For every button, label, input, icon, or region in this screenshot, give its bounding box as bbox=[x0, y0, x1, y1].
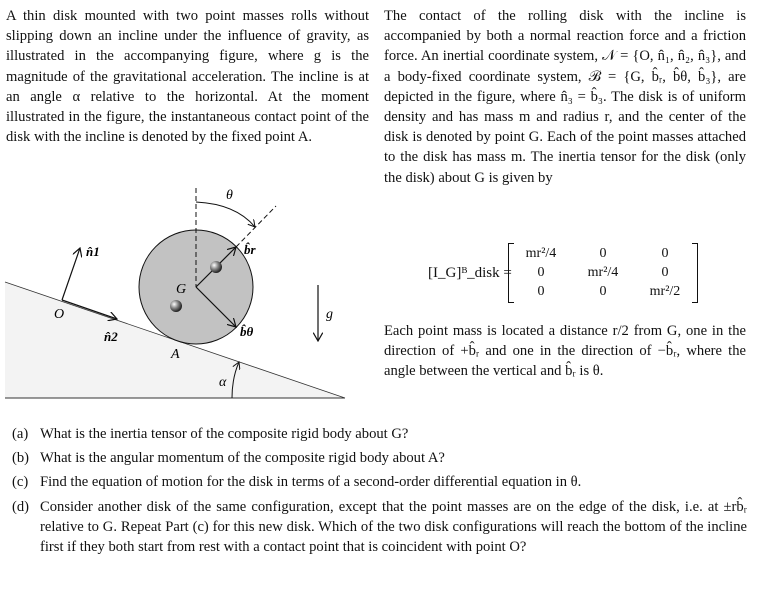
n1-arrow bbox=[62, 248, 80, 300]
theta-label: θ bbox=[226, 188, 233, 203]
matrix-cell: 0 bbox=[661, 265, 669, 280]
problem-description-text: The contact of the rolling disk with the incline is accompanied by both a normal reaction force and a friction force. An inertial coordinate system, 𝒩 = {O, n̂₁, n̂₂, n̂₃}, and a body-fixed coordinate system, ℬ = {G, b̂ᵣ, b̂θ, b̂₃}, are depicted in the figure, where n̂₃ = b̂₃. The disk is of uniform density and has mass m and radius r, and the center of the disk is denoted by point G. Each of the point masses attached to the disk has mass m. The inertia tensor for the disk (only the disk) about G is given by bbox=[384, 8, 746, 186]
part-label: (b) bbox=[12, 450, 30, 467]
question-part-c bbox=[12, 472, 747, 492]
point-mass bbox=[210, 261, 222, 273]
matrix-cell: 0 bbox=[537, 265, 545, 280]
part-text: Consider another disk of the same configuration, except that the point masses are on the edge of the disk, i.e. at ±rb̂ᵣ relative to G. Repeat Part (c) for this new disk. Which of the two disk configurations will reach the bottom of the incline first if they both start from rest with a contact point that is coincident with point O? bbox=[40, 498, 747, 556]
part-text: What is the inertia tensor of the composite rigid body about G? bbox=[40, 426, 409, 442]
problem-intro-text: A thin disk mounted with two point masses rolls without slipping down an incline under the influence of gravity, as illustrated in the accompanying figure, where g is the magnitude of the gravitational acceleration. The incline is at an angle α relative to the horizontal. At the moment illustrated in the figure, the instantaneous contact point of the disk with the incline is denoted by the fixed point A. bbox=[6, 8, 369, 146]
theta-arc bbox=[196, 202, 255, 227]
matrix-cell: 0 bbox=[599, 284, 607, 299]
question-parts bbox=[12, 424, 747, 561]
matrix-cell: mr²/2 bbox=[649, 284, 681, 299]
matrix-cell: mr²/4 bbox=[587, 265, 619, 280]
br-label: b̂r bbox=[244, 242, 256, 257]
equation-lhs: [I_G]ᴮ_disk = bbox=[428, 265, 512, 281]
part-label: (a) bbox=[12, 426, 29, 442]
part-label: (c) bbox=[12, 474, 29, 491]
disk-on-incline-figure bbox=[0, 180, 380, 412]
alpha-label: α bbox=[219, 375, 227, 390]
part-text: Find the equation of motion for the disk in terms of a second-order differential equation in θ. bbox=[40, 474, 582, 491]
n1-label: n̂1 bbox=[86, 244, 100, 259]
matrix-cell: 0 bbox=[661, 246, 669, 261]
question-part-a bbox=[12, 424, 747, 444]
part-label: (d) bbox=[12, 498, 30, 515]
gravity-label: g bbox=[326, 307, 333, 322]
br-dashed-line bbox=[236, 206, 276, 247]
btheta-label: b̂θ bbox=[240, 324, 254, 339]
point-mass-description: Each point mass is located a distance r/2 from G, one in the direction of +b̂ᵣ and one in the direction of −b̂ᵣ, where the angle between the vertical and b̂ᵣ is θ. bbox=[384, 323, 746, 380]
matrix-cell: 0 bbox=[599, 246, 607, 261]
matrix-cell: 0 bbox=[537, 284, 545, 299]
g-point-label: G bbox=[176, 282, 187, 297]
question-part-d bbox=[12, 497, 747, 558]
inertia-matrix bbox=[508, 243, 698, 303]
n2-label: n̂2 bbox=[104, 329, 118, 344]
part-text: What is the angular momentum of the composite rigid body about A? bbox=[40, 450, 445, 467]
point-mass bbox=[170, 300, 182, 312]
matrix-cell: mr²/4 bbox=[525, 246, 557, 261]
question-part-b bbox=[12, 448, 747, 468]
o-point-label: O bbox=[54, 307, 65, 322]
inertia-tensor-equation bbox=[384, 243, 746, 305]
a-point-label: A bbox=[171, 347, 180, 362]
